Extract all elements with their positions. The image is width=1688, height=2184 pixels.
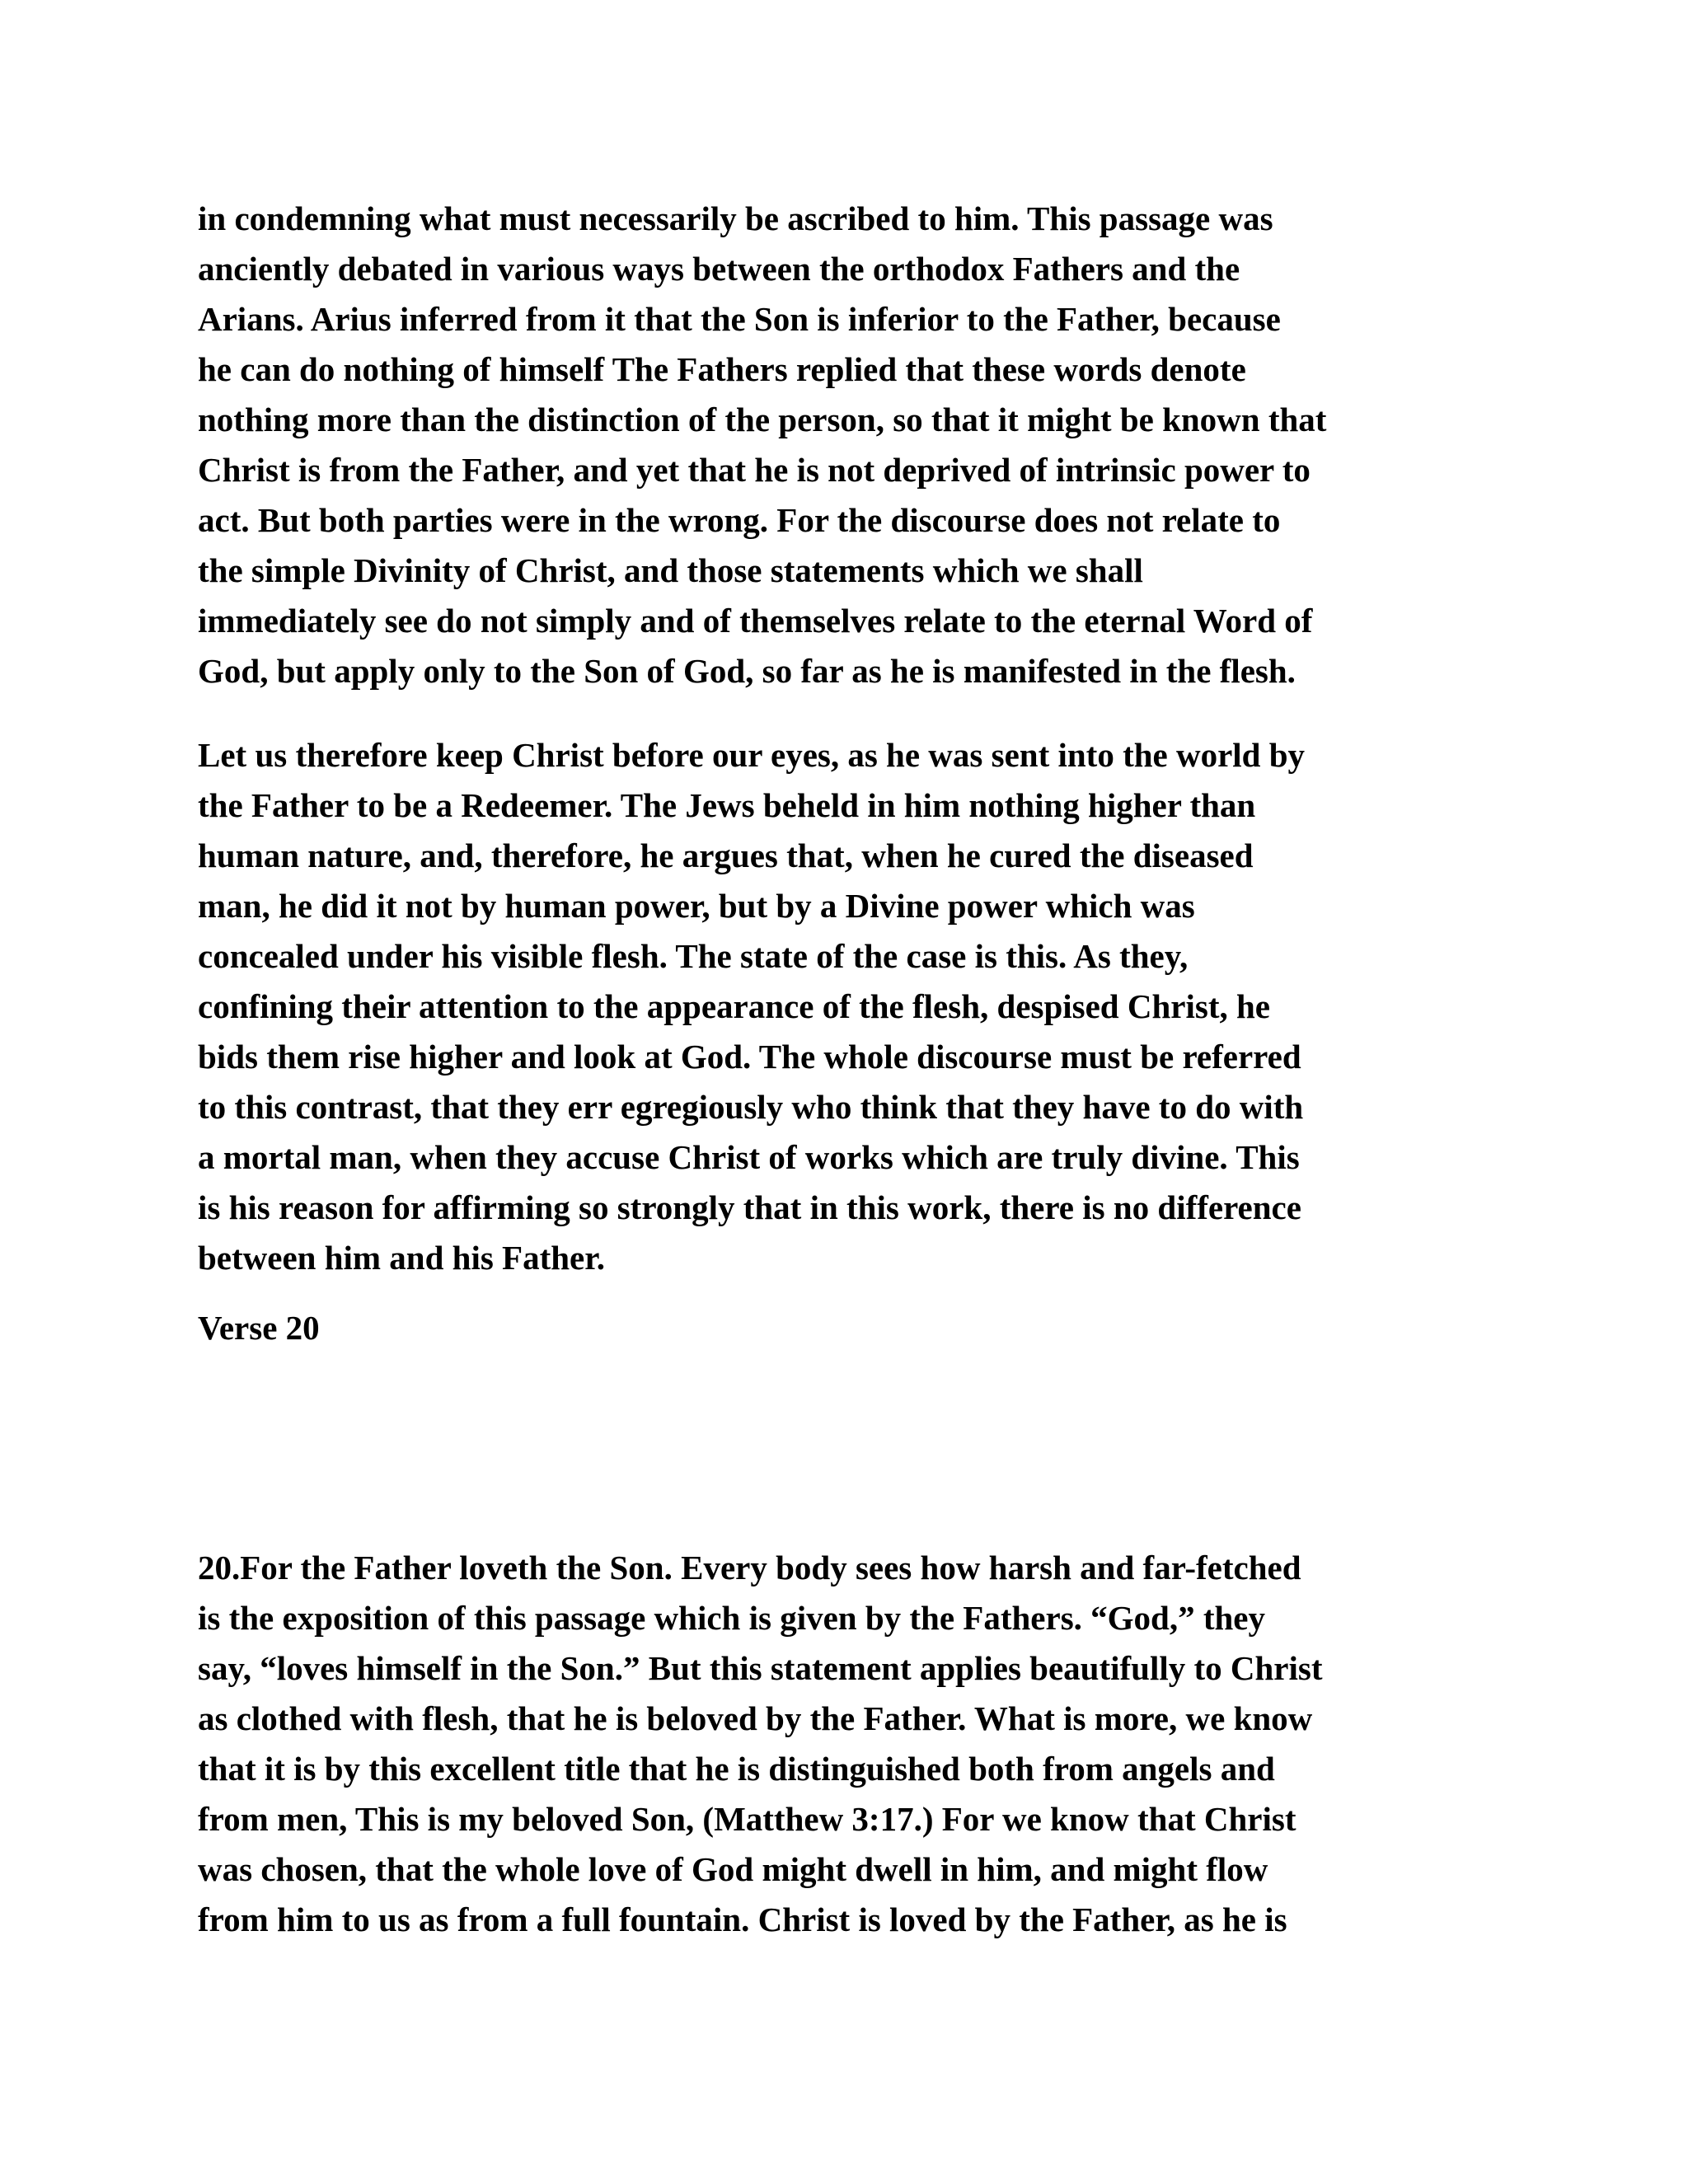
text-line: nothing more than the distinction of the person, so that it might be known that (198, 401, 1327, 438)
text-line: say, “loves himself in the Son.” But this statement applies beautifully to Christ (198, 1649, 1323, 1687)
text-line: concealed under his visible flesh. The state of the case is this. As they, (198, 937, 1189, 975)
text-line: he can do nothing of himself The Fathers replied that these words denote (198, 350, 1246, 388)
text-line: between him and his Father. (198, 1239, 605, 1277)
text-line: Christ is from the Father, and yet that he is not deprived of intrinsic power to (198, 451, 1311, 489)
text-line: anciently debated in various ways between the orthodox Fathers and the (198, 250, 1240, 288)
text-line: confining their attention to the appearance of the flesh, despised Christ, he (198, 987, 1270, 1025)
text-line: man, he did it not by human power, but by a Divine power which was (198, 887, 1195, 925)
paragraph-1 (198, 194, 1500, 696)
paragraph-3 (198, 1543, 1500, 1945)
text-line: from men, This is my beloved Son, (Matthew 3:17.) For we know that Christ (198, 1800, 1296, 1838)
text-line: to this contrast, that they err egregiously who think that they have to do with (198, 1088, 1304, 1126)
text-line: was chosen, that the whole love of God might dwell in him, and might flow (198, 1850, 1268, 1888)
text-line: is his reason for affirming so strongly that in this work, there is no difference (198, 1188, 1301, 1226)
text-line: from him to us as from a full fountain. Christ is loved by the Father, as he is (198, 1900, 1287, 1938)
text-line: immediately see do not simply and of themselves relate to the eternal Word of (198, 602, 1313, 640)
paragraph-2 (198, 730, 1500, 1283)
text-line: the simple Divinity of Christ, and those statements which we shall (198, 551, 1143, 589)
text-line: a mortal man, when they accuse Christ of works which are truly divine. This (198, 1138, 1300, 1176)
verse-heading (198, 1303, 1500, 1353)
text-line: God, but apply only to the Son of God, so far as he is manifested in the flesh. (198, 652, 1296, 690)
text-line: in condemning what must necessarily be ascribed to him. This passage was (198, 199, 1273, 237)
text-line: that it is by this excellent title that he is distinguished both from angels and (198, 1750, 1275, 1788)
text-line: 20.For the Father loveth the Son. Every body sees how harsh and far-fetched (198, 1549, 1301, 1586)
text-line: Let us therefore keep Christ before our eyes, as he was sent into the world by (198, 736, 1306, 774)
text-line: bids them rise higher and look at God. The whole discourse must be referred (198, 1038, 1301, 1076)
text-line: is the exposition of this passage which is given by the Fathers. “God,” they (198, 1599, 1266, 1637)
text-line: Arians. Arius inferred from it that the Son is inferior to the Father, because (198, 300, 1281, 338)
text-line: human nature, and, therefore, he argues that, when he cured the diseased (198, 837, 1254, 874)
text-line: act. But both parties were in the wrong. For the discourse does not relate to (198, 501, 1281, 539)
text-line: as clothed with flesh, that he is beloved by the Father. What is more, we know (198, 1699, 1313, 1737)
verse-heading-text: Verse 20 (198, 1309, 320, 1347)
text-line: the Father to be a Redeemer. The Jews beheld in him nothing higher than (198, 786, 1256, 824)
